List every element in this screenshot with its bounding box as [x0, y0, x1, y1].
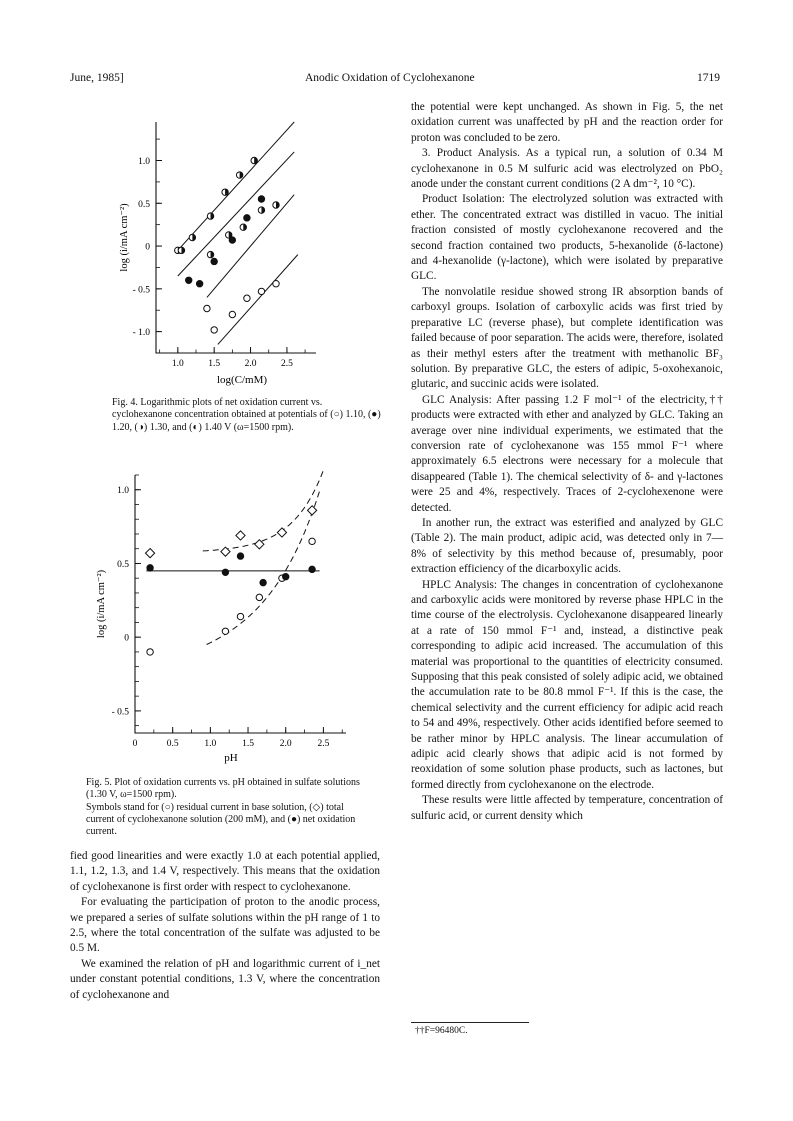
right-paragraph-2: 3. Product Analysis. As a typical run, a solution of 0.34 M cyclohexanone in 0.5 M sulfuric acid was electrolyzed on PbO₂ anode under the constant current conditions (2 A dm⁻², 10 °C).: [411, 147, 723, 191]
data-point: [237, 613, 243, 619]
x-tick-label: 1.5: [242, 739, 254, 749]
data-point: [178, 247, 184, 253]
data-point: [260, 579, 266, 585]
data-point: [189, 234, 195, 240]
data-point: [207, 213, 213, 219]
y-tick-label: 0.5: [138, 199, 150, 210]
x-axis-label: pH: [224, 752, 238, 764]
y-tick-label: - 0.5: [111, 707, 129, 718]
total-trend-curve: [203, 470, 324, 551]
right-column: [411, 100, 723, 824]
right-paragraph-4: The nonvolatile residue showed strong IR absorption bands of carboxyl groups. Isolation of carboxylic acids was first tried by preparative LC (reverse phase), but complete identification was failed because of poor separation. The acids were, therefore, isolated as their methyl esters after the treatment with methanolic BF₃ solution. By preparative GLC, the esters of adipic, 5-oxohexanoic, glutaric, and succinic acids were isolated.: [411, 285, 723, 391]
left-paragraph-3: We examined the relation of pH and logarithmic current of i_net under constant potential conditions, 1.3 V, where the concentration of cyclohexanone and: [70, 957, 380, 1001]
data-point: [237, 553, 243, 559]
fit-line: [207, 195, 294, 298]
data-point: [147, 565, 153, 571]
data-point: [196, 281, 202, 287]
y-tick-label: 0: [124, 633, 129, 644]
data-point: [222, 628, 228, 634]
data-point: [256, 594, 262, 600]
x-tick-label: 1.0: [171, 359, 184, 369]
residual-trend-curve: [207, 491, 320, 645]
data-point: [258, 196, 264, 202]
footnote-rule: [411, 1022, 529, 1023]
figure-5-caption-line-1: Fig. 5. Plot of oxidation currents vs. pH obtained in sulfate solutions (1.30 V, ω=1500 rpm).: [86, 777, 360, 801]
data-point: [244, 215, 250, 221]
data-point: [211, 258, 217, 264]
x-tick-label: 1.0: [204, 739, 217, 749]
y-tick-label: 0: [145, 242, 150, 253]
figure-4-caption-text: Fig. 4. Logarithmic plots of net oxidation current vs. cyclohexanone concentration obtained at potentials of (○) 1.10, (●) 1.20, (◑) 1.30, and (◐) 1.40 V (ω=1500 rpm).: [112, 397, 381, 433]
data-point: [222, 569, 228, 575]
figure-5-caption: [86, 777, 372, 838]
data-point: [186, 277, 192, 283]
data-point: [145, 549, 154, 558]
x-tick-label: 0.5: [166, 739, 179, 749]
y-tick-label: - 0.5: [132, 285, 150, 296]
y-tick-label: 0.5: [117, 559, 129, 570]
data-point: [258, 288, 264, 294]
data-point: [211, 327, 217, 333]
data-point: [258, 207, 264, 213]
running-header-title: Anodic Oxidation of Cyclohexanone: [305, 72, 475, 84]
left-paragraph-2: For evaluating the participation of proton to the anodic process, we prepared a series of sulfate solutions within the pH range of 1 to 2.5, where the total concentration of the sulfate was adjusted to be 0.5 M.: [70, 896, 380, 955]
figure-5-caption-line-2: Symbols stand for (○) residual current in base solution, (◇) total current of cyclohexanone solution (200 mM), and (●) net oxidation current.: [86, 801, 356, 838]
right-paragraph-5: GLC Analysis: After passing 1.2 F mol⁻¹ of the electricity,†† products were extracted with ether and analyzed by GLC. Taking an average over nine individual experiments, we estimated that the conversion rate of cyclohexanone was 155 mmol F⁻¹ where approximately 6.5 electrons were necessary for a molecule that disappeared (Table 1). The chemical selectivity of δ- and γ-lactones were 25 and 4%, respectively. Traces of 2-cyclohexenone were detected.: [411, 393, 723, 514]
figure-4-caption: [112, 397, 382, 434]
right-paragraph-8: These results were little affected by temperature, concentration of sulfuric acid, or current density which: [411, 794, 723, 822]
x-axis-label: log(C/mM): [216, 374, 268, 386]
y-axis-label: log (i/mA cm⁻²): [119, 203, 130, 272]
data-point: [309, 566, 315, 572]
data-point: [236, 531, 245, 540]
running-header-left: June, 1985]: [70, 72, 124, 84]
x-tick-label: 0: [132, 739, 138, 749]
y-tick-label: 1.0: [138, 157, 150, 167]
data-point: [226, 232, 232, 238]
figure-4: [119, 122, 316, 386]
y-axis-label: log (i/mA cm⁻²): [96, 569, 107, 639]
right-paragraph-6: In another run, the extract was esterified and analyzed by GLC (Table 2). The main product, adipic acid, was detected only in 7—8% of selectivity by this method because of, presumably, poor extraction efficiency of the dicarboxylic acids.: [411, 516, 723, 576]
left-column: [70, 849, 380, 1003]
right-paragraph-7: HPLC Analysis: The changes in concentration of cyclohexanone and carboxylic acids were monitored by reverse phase HPLC in the time course of the electrolysis. Cyclohexanone disappeared linearly at a rate of 150 mmol F⁻¹ and, instead, a distinctive peak corresponding to adipic acid increased. The accumulation of this material was proportional to the quantities of electricity consumed. Supposing that this peak consisted of solely adipic acid, we obtained the accumulation rate to be 80.8 mmol F⁻¹. If this is the case, the chemical selectivity and the current efficiency for adipic acid reach to 54 and 49%, respectively. Other acids identified before seemed to be rather minor by HPLC analysis. The linear accumulation of adipic acid clearly shows that adipic acid is not formed by reoxidation of some solution phase products, such as lactones, but formed directly from cyclohexanone on the electrode.: [411, 578, 723, 791]
right-paragraph-3: Product Isolation: The electrolyzed solution was extracted with ether. The concentrated extract was distilled in vacuo. The initial fraction consisted of mostly cyclohexanone recovered and the second fraction contained two products, 5-hexanolide (δ-lactone) and 4-hexanolide (γ-lactone), which were isolated by preparative GLC.: [411, 193, 723, 283]
right-paragraph-1: the potential were kept unchanged. As shown in Fig. 5, the net oxidation current was unaffected by pH and the reaction order for proton was concluded to be zero.: [411, 101, 723, 144]
y-tick-label: 1.0: [117, 486, 129, 497]
fit-line: [178, 152, 294, 276]
axis-lines: [135, 475, 346, 733]
data-point: [244, 295, 250, 301]
figure-5: [96, 470, 346, 764]
data-point: [277, 528, 286, 537]
data-point: [204, 305, 210, 311]
data-point: [251, 157, 257, 163]
footnote: ††F=96480C.: [415, 1026, 468, 1036]
data-point: [283, 574, 289, 580]
data-point: [207, 251, 213, 257]
data-point: [222, 189, 228, 195]
x-tick-label: 2.5: [280, 359, 293, 369]
data-point: [229, 311, 235, 317]
data-point: [236, 172, 242, 178]
page-number: 1719: [697, 72, 720, 84]
x-tick-label: 2.0: [279, 739, 292, 749]
data-point: [147, 649, 153, 655]
axis-lines: [156, 122, 316, 353]
data-point: [240, 224, 246, 230]
data-point: [309, 538, 315, 544]
data-point: [273, 202, 279, 208]
y-tick-label: - 1.0: [132, 328, 150, 339]
left-paragraph-1: fied good linearities and were exactly 1.0 at each potential applied, 1.1, 1.2, 1.3, and 1.4 V, respectively. This means that the oxidation of cyclohexanone is first order with respect to cyclohexanone.: [70, 850, 380, 893]
data-point: [307, 506, 316, 515]
fit-line: [178, 122, 294, 250]
fit-line: [218, 255, 298, 345]
data-point: [273, 281, 279, 287]
x-tick-label: 2.5: [317, 739, 330, 749]
x-tick-label: 2.0: [244, 359, 257, 369]
x-tick-label: 1.5: [208, 359, 221, 369]
